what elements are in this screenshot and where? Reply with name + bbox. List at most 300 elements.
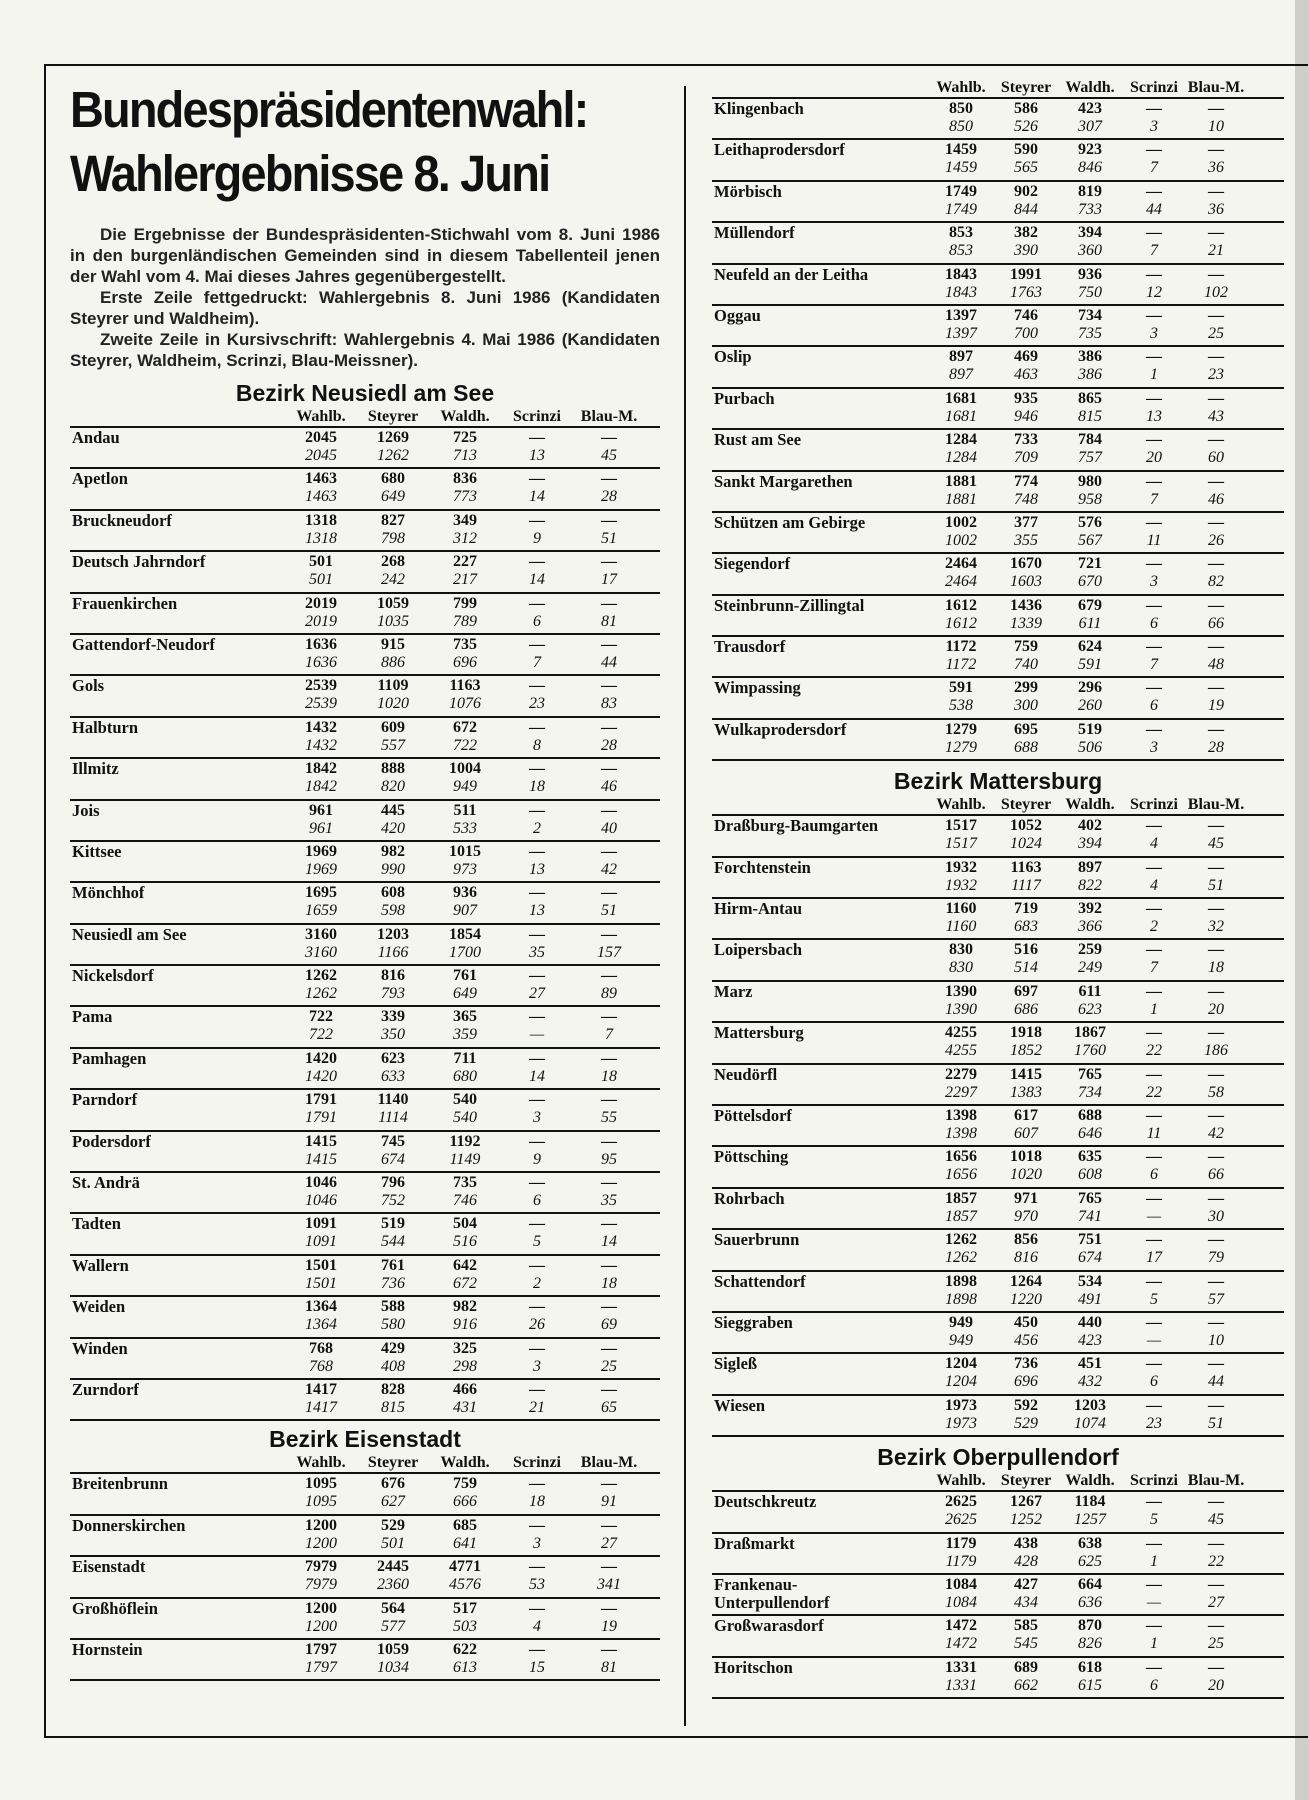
result-may-line	[712, 1511, 1284, 1529]
cell-wahlb: 1517	[945, 817, 977, 835]
municipality-name	[70, 1026, 285, 1044]
cell-scrinzi: —	[1146, 431, 1162, 449]
cell-blau: —	[601, 1640, 617, 1658]
municipality-row	[712, 596, 1284, 637]
result-may-line	[712, 1553, 1284, 1571]
cell-waldh: 936	[1078, 265, 1102, 283]
municipality-name: Leithaprodersdorf	[714, 140, 845, 160]
cell-scrinzi: —	[529, 511, 545, 529]
headline-line-2: Wahlergebnisse 8. Juni	[70, 145, 550, 202]
cell-wahlb: 1501	[305, 1274, 337, 1292]
cell-waldh: 1074	[1074, 1414, 1106, 1432]
municipality-name	[712, 739, 928, 757]
municipality-row	[712, 1065, 1284, 1106]
cell-blau: —	[1208, 265, 1224, 283]
municipality-name	[712, 449, 928, 467]
cell-blau: 30	[1208, 1207, 1224, 1225]
cell-blau: —	[1208, 100, 1224, 117]
cell-steyrer: 719	[1014, 900, 1038, 918]
cell-waldh: 746	[453, 1192, 477, 1210]
column-header	[70, 1453, 660, 1474]
cell-waldh: 1004	[449, 760, 481, 778]
cell-waldh: 672	[453, 1274, 477, 1292]
cell-waldh: 402	[1078, 817, 1102, 835]
municipality-row	[70, 1640, 660, 1681]
cell-wahlb: 1432	[305, 718, 337, 736]
municipality-name: St. Andrä	[72, 1173, 140, 1193]
cell-waldh: 735	[1078, 324, 1102, 342]
cell-steyrer: 377	[1014, 513, 1038, 531]
result-june-line	[70, 719, 660, 737]
cell-steyrer: 796	[381, 1174, 405, 1192]
municipality-name: Donnerskirchen	[72, 1515, 186, 1535]
municipality-row	[70, 676, 660, 717]
cell-steyrer: 1220	[1010, 1290, 1042, 1308]
cell-wahlb: 850	[949, 118, 973, 135]
cell-waldh: 365	[453, 1008, 477, 1026]
cell-blau: —	[1208, 1355, 1224, 1373]
municipality-row	[712, 99, 1284, 140]
cell-waldh: 1700	[449, 943, 481, 961]
municipality-name: Mörbisch	[714, 181, 782, 201]
cell-steyrer: 1024	[1010, 835, 1042, 853]
municipality-row	[712, 1147, 1284, 1188]
cell-waldh: 642	[453, 1256, 477, 1274]
cell-scrinzi: —	[529, 677, 545, 695]
cell-wahlb: 850	[949, 100, 973, 117]
cell-blau: 51	[601, 902, 617, 920]
cell-blau: —	[1208, 1106, 1224, 1124]
result-june-line	[70, 1475, 660, 1493]
cell-wahlb: 2045	[305, 447, 337, 464]
cell-waldh: 1149	[449, 1150, 481, 1168]
municipality-name: Parndorf	[72, 1090, 138, 1110]
cell-steyrer: 608	[381, 884, 405, 902]
result-may-line	[70, 1068, 660, 1086]
cell-steyrer: 592	[1014, 1396, 1038, 1414]
cell-blau: 102	[1204, 283, 1228, 301]
cell-blau: 20	[1208, 1000, 1224, 1018]
cell-blau: —	[1208, 900, 1224, 918]
cell-wahlb: 1843	[945, 265, 977, 283]
cell-steyrer: 736	[1014, 1355, 1038, 1373]
cell-steyrer: 686	[1014, 1000, 1038, 1018]
cell-steyrer: 1117	[1011, 876, 1041, 894]
cell-waldh: 936	[453, 884, 477, 902]
cell-waldh: 761	[453, 967, 477, 985]
result-june-line	[70, 1133, 660, 1151]
cell-steyrer: 1052	[1010, 817, 1042, 835]
cell-scrinzi: —	[529, 1091, 545, 1109]
municipality-name: Sigleß	[714, 1354, 758, 1374]
cell-scrinzi: —	[1146, 817, 1162, 835]
cell-scrinzi: —	[529, 842, 545, 860]
cell-steyrer: 1339	[1010, 614, 1042, 632]
cell-blau: 46	[601, 778, 617, 796]
cell-waldh: 826	[1078, 1635, 1102, 1653]
cell-steyrer: 564	[381, 1599, 405, 1617]
cell-wahlb: 1179	[945, 1552, 977, 1570]
cell-wahlb: 2297	[945, 1083, 977, 1101]
cell-steyrer: 420	[381, 819, 405, 837]
cell-waldh: 519	[1078, 720, 1102, 738]
cell-wahlb: 1262	[305, 967, 337, 985]
cell-wahlb: 1390	[945, 982, 977, 1000]
column-header-blau: Blau-M.	[1187, 796, 1245, 814]
cell-wahlb: 1681	[945, 389, 977, 407]
cell-wahlb: 1279	[945, 738, 977, 756]
municipality-name	[70, 1576, 285, 1594]
column-header-wahlb: Wahlb.	[936, 1472, 986, 1490]
cell-waldh: 611	[1078, 614, 1102, 632]
cell-steyrer: 700	[1014, 324, 1038, 342]
cell-scrinzi: 7	[1150, 656, 1158, 674]
municipality-name	[712, 159, 928, 177]
result-june-line	[712, 1535, 1284, 1553]
municipality-row	[712, 306, 1284, 347]
cell-scrinzi: 23	[529, 695, 545, 713]
cell-scrinzi: 7	[1150, 159, 1158, 177]
cell-waldh: 725	[453, 429, 477, 446]
cell-scrinzi: 44	[1146, 200, 1162, 218]
cell-steyrer: 445	[381, 801, 405, 819]
cell-blau: 7	[605, 1026, 613, 1044]
result-june-line	[712, 1314, 1284, 1332]
cell-waldh: 623	[1078, 1000, 1102, 1018]
cell-waldh: 670	[1078, 573, 1102, 591]
cell-scrinzi: —	[529, 1516, 545, 1534]
cell-wahlb: 1160	[945, 918, 977, 936]
result-may-line	[70, 1576, 660, 1594]
cell-waldh: 260	[1078, 697, 1102, 715]
result-june-line	[712, 183, 1284, 201]
column-header-waldh: Waldh.	[1065, 1472, 1115, 1490]
result-may-line	[712, 284, 1284, 302]
cell-blau: —	[1208, 1313, 1224, 1331]
cell-wahlb: 1160	[945, 900, 977, 918]
cell-blau: —	[1208, 1024, 1224, 1042]
cell-wahlb: 1398	[945, 1106, 977, 1124]
cell-steyrer: 519	[381, 1215, 405, 1233]
cell-blau: 19	[1208, 697, 1224, 715]
result-june-line	[70, 1008, 660, 1026]
result-may-line	[712, 1415, 1284, 1433]
municipality-name	[70, 1192, 285, 1210]
result-june-line	[712, 431, 1284, 449]
cell-steyrer: 268	[381, 553, 405, 571]
cell-blau: —	[1208, 1617, 1224, 1635]
cell-wahlb: 722	[309, 1026, 333, 1044]
cell-scrinzi: —	[1146, 982, 1162, 1000]
cell-scrinzi: 27	[529, 985, 545, 1003]
municipality-name	[70, 1659, 285, 1677]
cell-wahlb: 1749	[945, 182, 977, 200]
cell-blau: 95	[601, 1150, 617, 1168]
result-june-line	[70, 470, 660, 488]
municipality-name: Steinbrunn-Zillingtal	[714, 595, 865, 615]
result-june-line	[712, 721, 1284, 739]
result-may-line	[712, 918, 1284, 936]
cell-wahlb: 1397	[945, 324, 977, 342]
cell-blau: —	[601, 1256, 617, 1274]
result-may-line	[712, 1332, 1284, 1350]
cell-waldh: 815	[1078, 407, 1102, 425]
cell-waldh: 916	[453, 1316, 477, 1334]
result-may-line	[712, 835, 1284, 853]
result-june-line	[70, 1641, 660, 1659]
cell-blau: 25	[1208, 1635, 1224, 1653]
district-title: Bezirk Mattersburg	[893, 768, 1103, 795]
result-may-line	[712, 1084, 1284, 1102]
cell-scrinzi: —	[1146, 1493, 1162, 1511]
cell-steyrer: 1020	[377, 695, 409, 713]
cell-wahlb: 3160	[305, 925, 337, 943]
cell-steyrer: 1991	[1010, 265, 1042, 283]
cell-wahlb: 1459	[945, 159, 977, 177]
cell-waldh: 1015	[449, 842, 481, 860]
cell-waldh: 973	[453, 860, 477, 878]
cell-blau: 26	[1208, 531, 1224, 549]
municipality-name: Unterpullendorf	[714, 1592, 830, 1612]
cell-wahlb: 591	[949, 679, 973, 697]
result-june-line	[70, 1257, 660, 1275]
cell-blau: 17	[601, 571, 617, 589]
cell-blau: —	[1208, 1534, 1224, 1552]
result-may-line	[712, 1001, 1284, 1019]
municipality-name	[70, 1068, 285, 1086]
cell-waldh: 713	[453, 447, 477, 464]
intro-paragraph-3: Zweite Zeile in Kursivschrift: Wahlergebnis 4. Mai 1986 (Kandidaten Steyrer, Waldheim, Scrinzi, Blau-Meissner).	[70, 330, 660, 370]
cell-blau: 21	[1208, 242, 1224, 260]
cell-steyrer: 736	[381, 1274, 405, 1292]
cell-wahlb: 1797	[305, 1658, 337, 1676]
municipality-name	[712, 1291, 928, 1309]
result-may-line	[712, 656, 1284, 674]
cell-wahlb: 1898	[945, 1272, 977, 1290]
cell-wahlb: 1501	[305, 1256, 337, 1274]
cell-wahlb: 949	[949, 1331, 973, 1349]
cell-scrinzi: 2	[533, 819, 541, 837]
cell-waldh: 733	[1078, 200, 1102, 218]
cell-blau: —	[1208, 858, 1224, 876]
municipality-row	[70, 428, 660, 469]
cell-scrinzi: —	[529, 1339, 545, 1357]
cell-scrinzi: 35	[529, 943, 545, 961]
municipality-name: Hornstein	[72, 1639, 143, 1659]
cell-blau: 32	[1208, 918, 1224, 936]
cell-wahlb: 1331	[945, 1658, 977, 1676]
cell-waldh: 735	[453, 1174, 477, 1192]
cell-scrinzi: —	[529, 1215, 545, 1233]
cell-wahlb: 501	[309, 553, 333, 571]
cell-waldh: 440	[1078, 1313, 1102, 1331]
municipality-row	[712, 940, 1284, 981]
cell-blau: —	[1208, 941, 1224, 959]
cell-scrinzi: —	[1146, 1355, 1162, 1373]
cell-scrinzi: 3	[1150, 738, 1158, 756]
cell-steyrer: 627	[381, 1493, 405, 1511]
cell-wahlb: 1318	[305, 511, 337, 529]
cell-scrinzi: —	[1146, 224, 1162, 242]
cell-waldh: 4576	[449, 1576, 481, 1594]
result-may-line	[70, 737, 660, 755]
cell-scrinzi: —	[1146, 1189, 1162, 1207]
cell-waldh: 674	[1078, 1249, 1102, 1267]
result-may-line	[712, 366, 1284, 384]
municipality-name	[712, 656, 928, 674]
cell-wahlb: 1204	[945, 1373, 977, 1391]
municipality-name: Schützen am Gebirge	[714, 512, 866, 532]
cell-scrinzi: 20	[1146, 449, 1162, 467]
cell-steyrer: 827	[381, 511, 405, 529]
cell-wahlb: 1472	[945, 1617, 977, 1635]
cell-scrinzi: —	[529, 1132, 545, 1150]
cell-scrinzi: —	[1146, 1231, 1162, 1249]
result-may-line	[70, 530, 660, 548]
cell-scrinzi: —	[529, 470, 545, 488]
cell-blau: 22	[1208, 1552, 1224, 1570]
municipality-name	[70, 820, 285, 838]
result-june-line	[712, 1024, 1284, 1042]
municipality-name: Oggau	[714, 305, 761, 325]
cell-scrinzi: —	[1146, 1148, 1162, 1166]
municipality-name: Weiden	[72, 1297, 126, 1317]
cell-waldh: 534	[1078, 1272, 1102, 1290]
cell-waldh: 759	[453, 1475, 477, 1493]
cell-steyrer: 469	[1014, 348, 1038, 366]
municipality-row	[712, 1575, 1284, 1616]
cell-blau: —	[601, 1599, 617, 1617]
municipality-row	[70, 759, 660, 800]
municipality-name: Loipersbach	[714, 940, 803, 960]
cell-scrinzi: —	[529, 553, 545, 571]
column-header-waldh: Waldh.	[440, 1454, 490, 1472]
cell-steyrer: 902	[1014, 182, 1038, 200]
cell-steyrer: 544	[381, 1233, 405, 1251]
municipality-row	[712, 858, 1284, 899]
cell-scrinzi: 11	[1146, 1124, 1162, 1142]
cell-waldh: 540	[453, 1091, 477, 1109]
cell-wahlb: 7979	[305, 1576, 337, 1594]
municipality-row	[70, 552, 660, 593]
cell-scrinzi: 3	[1150, 118, 1158, 135]
cell-steyrer: 617	[1014, 1106, 1038, 1124]
cell-blau: —	[1208, 348, 1224, 366]
cell-wahlb: 1200	[305, 1599, 337, 1617]
result-june-line	[712, 266, 1284, 284]
municipality-name: Sauerbrunn	[714, 1230, 800, 1250]
result-june-line	[70, 967, 660, 985]
result-june-line	[70, 429, 660, 447]
municipality-name: Sankt Margarethen	[714, 471, 853, 491]
cell-blau: —	[1208, 982, 1224, 1000]
cell-waldh: 349	[453, 511, 477, 529]
cell-scrinzi: —	[529, 718, 545, 736]
cell-waldh: 1867	[1074, 1024, 1106, 1042]
municipality-name	[70, 778, 285, 796]
cell-blau: —	[1208, 817, 1224, 835]
cell-waldh: 846	[1078, 159, 1102, 177]
cell-wahlb: 1472	[945, 1635, 977, 1653]
cell-scrinzi: —	[1146, 265, 1162, 283]
cell-scrinzi: 3	[1150, 324, 1158, 342]
municipality-name	[712, 1373, 928, 1391]
cell-blau: 14	[601, 1233, 617, 1251]
cell-waldh: 360	[1078, 242, 1102, 260]
cell-steyrer: 588	[381, 1298, 405, 1316]
cell-waldh: 503	[453, 1617, 477, 1635]
cell-wahlb: 3160	[305, 943, 337, 961]
cell-steyrer: 970	[1014, 1207, 1038, 1225]
cell-steyrer: 590	[1014, 141, 1038, 159]
municipality-row	[712, 678, 1284, 719]
municipality-row	[70, 594, 660, 635]
cell-scrinzi: 3	[533, 1534, 541, 1552]
cell-scrinzi: 1	[1150, 366, 1158, 384]
cell-waldh: 666	[453, 1493, 477, 1511]
cell-waldh: 734	[1078, 1083, 1102, 1101]
cell-steyrer: 1034	[377, 1658, 409, 1676]
cell-steyrer: 580	[381, 1316, 405, 1334]
cell-wahlb: 2625	[945, 1511, 977, 1529]
cell-steyrer: 935	[1014, 389, 1038, 407]
cell-steyrer: 759	[1014, 638, 1038, 656]
cell-steyrer: 1267	[1010, 1493, 1042, 1511]
result-may-line	[712, 1291, 1284, 1309]
cell-waldh: 635	[1078, 1148, 1102, 1166]
municipality-row	[70, 1214, 660, 1255]
cell-steyrer: 676	[381, 1475, 405, 1493]
cell-steyrer: 815	[381, 1398, 405, 1416]
result-june-line	[70, 1517, 660, 1535]
cell-steyrer: 774	[1014, 472, 1038, 490]
district-eisenstadt-continued	[712, 78, 1284, 761]
cell-scrinzi: 26	[529, 1316, 545, 1334]
cell-scrinzi: —	[529, 884, 545, 902]
column-header-waldh: Waldh.	[1065, 796, 1115, 814]
cell-waldh: 325	[453, 1339, 477, 1357]
cell-steyrer: 740	[1014, 656, 1038, 674]
cell-blau: 42	[1208, 1124, 1224, 1142]
result-may-line	[712, 1042, 1284, 1060]
cell-steyrer: 434	[1014, 1593, 1038, 1611]
cell-wahlb: 1002	[945, 531, 977, 549]
municipality-name: Trausdorf	[714, 637, 786, 657]
cell-steyrer: 816	[1014, 1249, 1038, 1267]
cell-blau: —	[601, 511, 617, 529]
municipality-name: Illmitz	[72, 759, 119, 779]
header-spacer	[70, 1453, 285, 1472]
municipality-name: Pama	[72, 1007, 113, 1027]
cell-scrinzi: 6	[1150, 1166, 1158, 1184]
cell-waldh: 366	[1078, 918, 1102, 936]
result-may-line	[70, 1399, 660, 1417]
cell-blau: —	[601, 760, 617, 778]
municipality-name: Horitschon	[714, 1657, 793, 1677]
result-june-line	[70, 1050, 660, 1068]
municipality-row	[70, 1007, 660, 1048]
result-may-line	[712, 159, 1284, 177]
cell-waldh: 394	[1078, 224, 1102, 242]
municipality-name	[712, 1208, 928, 1226]
cell-wahlb: 1084	[945, 1575, 977, 1593]
municipality-name: Rust am See	[714, 430, 802, 450]
cell-wahlb: 1969	[305, 842, 337, 860]
cell-blau: 83	[601, 695, 617, 713]
cell-wahlb: 4255	[945, 1024, 977, 1042]
result-may-line	[712, 449, 1284, 467]
cell-waldh: 680	[453, 1067, 477, 1085]
